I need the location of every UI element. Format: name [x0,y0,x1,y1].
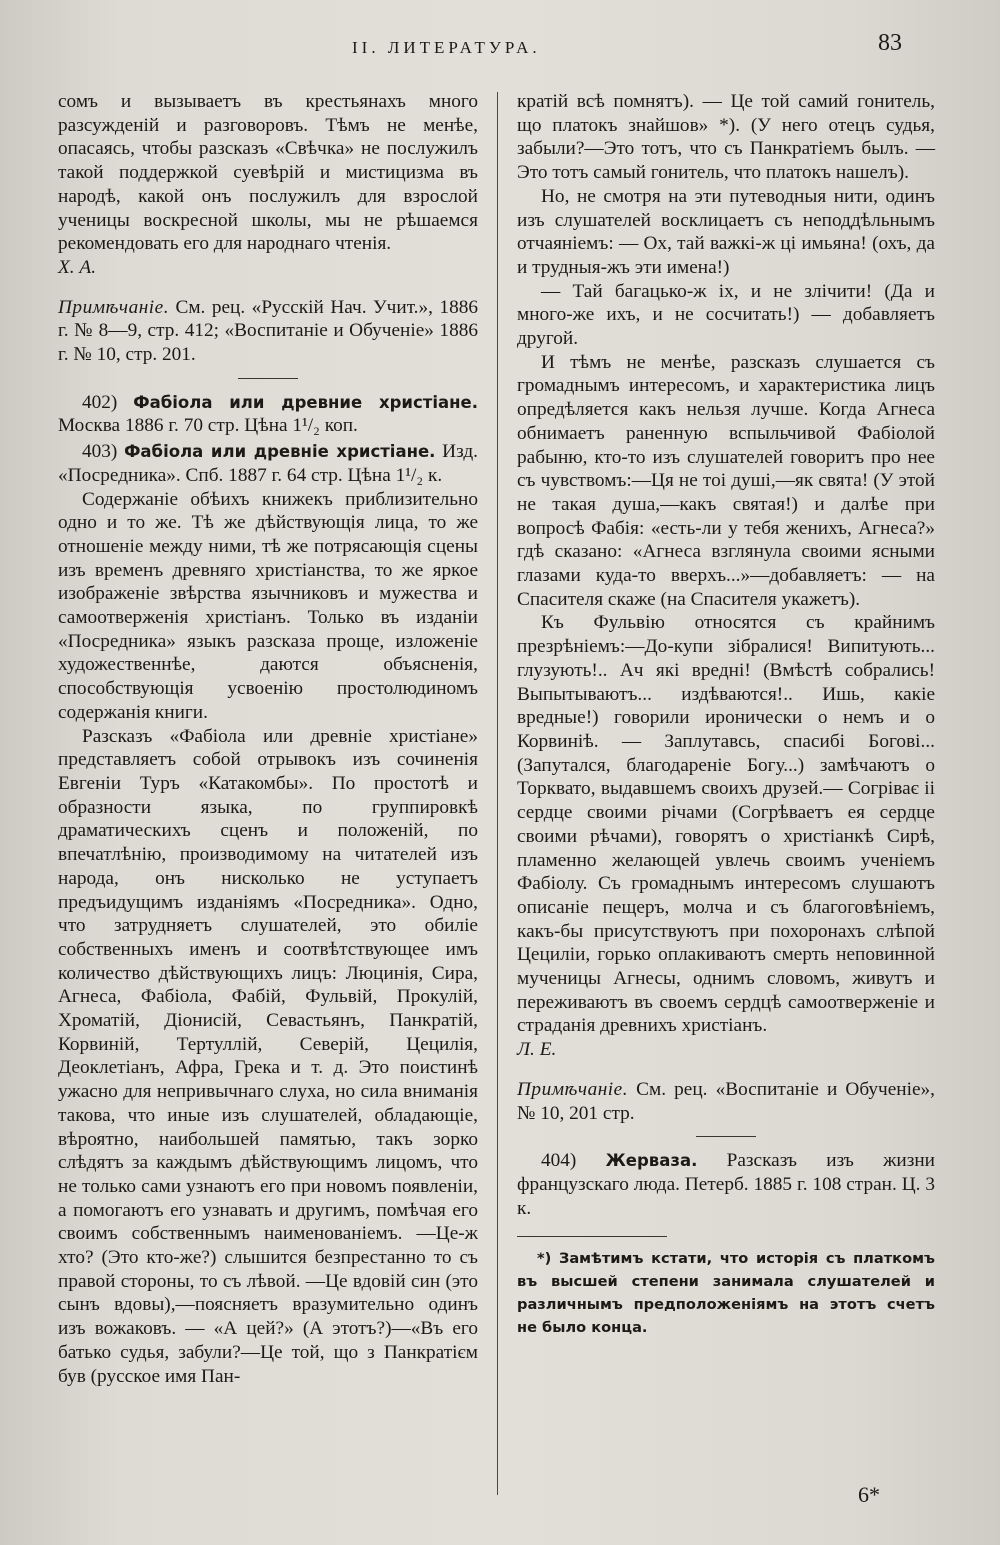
paragraph-text: сомъ и вызываетъ въ крестьянахъ много разсужденій и разговоровъ. Тѣмъ не менѣе, опасаясь, чтобы разсказъ «Свѣчка» не послужилъ такой поддержкой суевѣрій и мистицизма въ народѣ, какой онъ послужилъ для взрослой ученицы воскресной школы, мы не рѣшаемся рекомендовать его для народнаго чтенія. [58,91,478,255]
section-rule [696,1136,756,1137]
note-text: См. рец. «Воспитаніе и Обученіе», № 10, 201 стр. [517,1078,935,1124]
entry-number: 402) [82,391,134,413]
entry-403 [58,440,478,487]
paragraph: Но, не смотря на эти путеводныя нити, одинъ изъ слушателей восклицаетъ съ неподдѣльнымъ отчаяніемъ: — Ох, тай важкі-ж ці имьяна! (охъ, да и трудныя-жъ эти имена!) [517,185,935,278]
entry-details: Изд. «Посредника». Спб. 1887 г. 64 стр. Цѣна 1¹/₂ к. [58,441,478,486]
paragraph: кратій всѣ помнятъ). — Це той самий гонитель, що платокъ знайшов» *). (У него отецъ судья, забыли?—Это тотъ, что съ Панкратіемъ былъ. — Это тотъ самый гонитель, что платокъ нашелъ). [517,91,935,184]
paragraph: И тѣмъ не менѣе, разсказъ слушается съ громаднымъ интересомъ, и характеристика лицъ опредѣляется какъ нельзя лучше. Когда Агнеса обнимаетъ раненную вспыльчивой Фабіолой рабыню, кто-то изъ слушателей говоритъ про нее съ чувствомъ:—Ця не тоі душі,—як свята! (У этой не такая душа,—какъ святая!) и далѣе при вопросѣ Фабія: «есть-ли у тебя женихъ, Агнеса?» гдѣ сказано: «Агнеса взглянула своими ясными глазами куда-то вверхъ...»—добавляетъ: — на Спасителя скаже (на Спасителя укажетъ). [517,351,935,610]
entry-title: Фабіола или древніе христiане. [124,442,436,462]
author-signature: Х. А. [58,256,97,278]
paragraph: Содержаніе обѣихъ книжекъ приблизительно одно и то же. Тѣ же дѣйствующія лица, то же отношеніе между ними, тѣ же потрясающія сцены изъ временъ древняго христіанства, то же яркое изображеніе звѣрства язычниковъ и мужества и самоотверженія христіанъ. Только въ изданіи «Посредника» языкъ разсказа проще, изложеніе художественнѣе, даются объясненія, способствующія усвоенію простолюдиномъ содержанія книги. [58,488,478,723]
note-label: Примѣчаніе. [58,296,170,318]
running-head: II. ЛИТЕРАТУРА. [352,38,541,57]
entry-number: 403) [82,441,125,463]
page-number: 83 [878,30,902,56]
paragraph: Къ Фульвію относятся съ крайнимъ презрѣніемъ:—До-купи зібралися! Випитують... глузують!.. Ач які вредні! (Вмѣстѣ собрались! Выпытываютъ... издѣваются!.. Ишь, какіе вредные!) говорили иронически о немъ и о Корвиніѣ. — Заплутавсь, спасибі Богові... (Запутался, благодареніе Богу...) замѣчаютъ о Торквато, выдавшемъ своихъ друзей.— Согріває іі сердце своими річами (Согрѣваетъ ея сердце своими рѣчами), говорятъ о христіанкѣ Сирѣ, пламенно желающей увлечь своимъ ученіемъ Фабіолу. Съ громаднымъ интересомъ слушаютъ описаніе пещеръ, молча и съ благоговѣніемъ, какъ-бы присутствуютъ при похоронахъ слѣпой Цециліи, горько оплакиваютъ смерть неповинной мученицы Агнесы, однимъ словомъ, живутъ и переживаютъ въ своемъ сердцѣ самоотверженіе и страданія древнихъ христіанъ. [517,612,935,1037]
right-column [517,90,935,1339]
page-header [0,30,1000,60]
footnote: *) Замѣтимъ кстати, что исторія съ платкомъ въ высшей степени занимала слушателей и различнымъ предположеніямъ на этотъ счетъ не было конца. [517,1250,935,1337]
entry-404 [517,1149,935,1220]
note-text: См. рец. «Русскій Нач. Учит.», 1886 г. № 8—9, стр. 412; «Воспитаніе и Обученіе» 1886 г. № 10, стр. 201. [58,296,478,366]
printer-signature-mark: 6* [858,1482,880,1507]
paragraph: — Тай багацько-ж іх, и не злічити! (Да и много-же ихъ, и не сосчитать!) — добавляетъ другой. [517,280,935,350]
author-signature: Л. Е. [517,1039,557,1061]
entry-title: Жерваза. [605,1151,698,1171]
section-rule [238,378,298,379]
entry-details: Москва 1886 г. 70 стр. Цѣна 1¹/₂ коп. [58,415,358,437]
left-column [58,90,478,1388]
entry-details: Разсказъ изъ жизни французскаго люда. Петерб. 1885 г. 108 стран. Ц. 3 к. [517,1150,935,1219]
entry-title: Фабіола или древние христіане. [133,392,478,412]
paragraph: Разсказъ «Фабіола или древніе христiане» представляетъ собой отрывокъ изъ сочиненія Евгеніи Туръ «Катакомбы». По простотѣ и образности языка, по группировкѣ драматическихъ сценъ и положеній, по впечатлѣнію, производимому на читателей изъ народа, онъ нисколько не уступаетъ предъидущимъ изданіямъ «Посредника». Одно, что затрудняетъ слушателей, это обиліе собственныхъ именъ и соотвѣтствующее имъ количество дѣйствующихъ лицъ: Люцинія, Сира, Агнеса, Фабіола, Фабій, Фульвій, Прокулій, Хроматій, Діонисій, Севастьянъ, Панкратій, Корвиній, Тертуллій, Северій, Цецилія, Деоклетіанъ, Афра, Грека и т. д. Это поистинѣ ужасно для непривычнаго слуха, но сила вниманія такова, что иные изъ слушателей, обладающіе, вѣроятно, наибольшей памятью, такъ зорко слѣдятъ за каждымъ дѣйствующимъ лицомъ, что не только сами узнаютъ его при новомъ появленіи, а помогаютъ его узнавать и другимъ, помѣчая его своимъ собственнымъ наименованіемъ. —Це-ж хто? (Это кто-же?) слышится безпрестанно то съ правой стороны, то съ лѣвой. —Це вдовій син (это сынъ вдовы),—поясняетъ вразумительно одинъ изъ вожаковъ. — «А цей?» (А этотъ?)—«Въ его батько судья, забули?—Це той, що з Панкратієм був (русское имя Пан- [58,725,478,1387]
entry-number: 404) [541,1150,606,1172]
paragraph [58,90,478,256]
footnote-rule [517,1236,667,1237]
note-label: Примѣчаніе. [517,1078,629,1100]
review-note [58,296,478,367]
review-note [517,1078,935,1125]
column-divider [497,92,498,1495]
entry-402 [58,391,478,438]
